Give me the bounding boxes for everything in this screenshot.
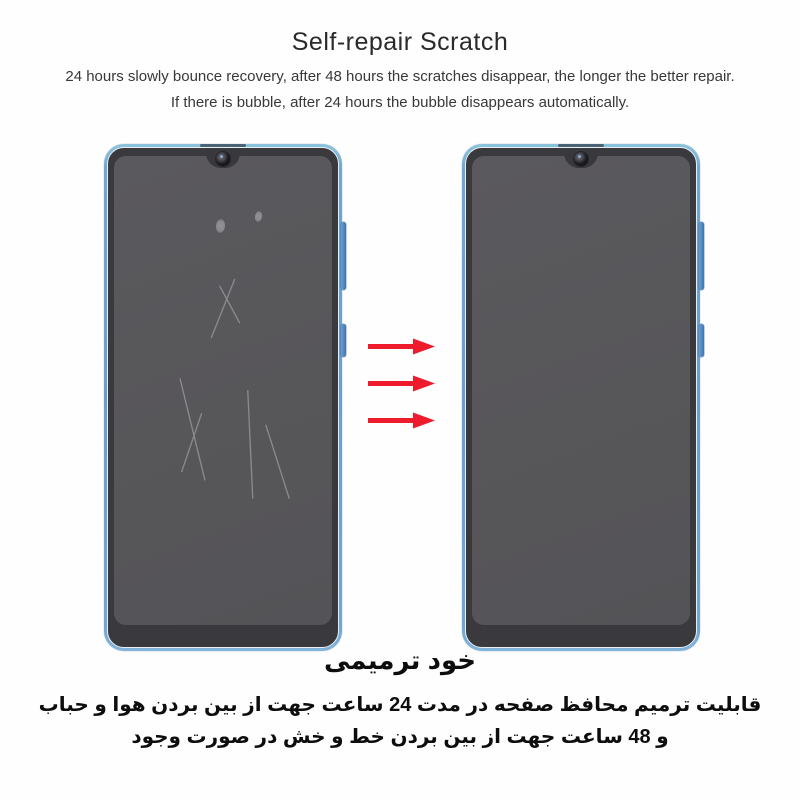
transition-arrows: [368, 338, 436, 429]
screen-protector-glass: [465, 147, 697, 648]
footer-line-2: و 48 ساعت جهت از بین بردن خط و خش در صورت وجود: [131, 726, 669, 748]
right-arrow-icon: [368, 338, 436, 355]
front-camera-icon: [574, 152, 588, 166]
front-camera-icon: [216, 152, 230, 166]
phone-repaired: [462, 144, 700, 651]
footer-heading-farsi: خود ترمیمی: [324, 645, 476, 675]
right-arrow-icon: [368, 375, 436, 392]
phone-scratched: [104, 144, 342, 651]
power-button: [699, 324, 704, 357]
footer: [0, 645, 800, 753]
right-arrow-icon: [368, 412, 436, 429]
power-button: [341, 324, 346, 357]
volume-button: [341, 222, 346, 290]
phone-screen-scratched: [114, 156, 332, 625]
screen-protector-glass: [107, 147, 339, 648]
header-line-1: 24 hours slowly bounce recovery, after 48 hours the scratches disappear, the longer the better repair.: [65, 68, 735, 85]
header: [0, 28, 800, 120]
page-title: Self-repair Scratch: [291, 28, 509, 56]
volume-button: [699, 222, 704, 290]
phone-screen-clean: [472, 156, 690, 625]
header-line-2: If there is bubble, after 24 hours the bubble disappears automatically.: [170, 94, 630, 111]
footer-line-1: قابلیت ترمیم محافظ صفحه در مدت 24 ساعت جهت از بین بردن هوا و حباب: [38, 694, 762, 716]
